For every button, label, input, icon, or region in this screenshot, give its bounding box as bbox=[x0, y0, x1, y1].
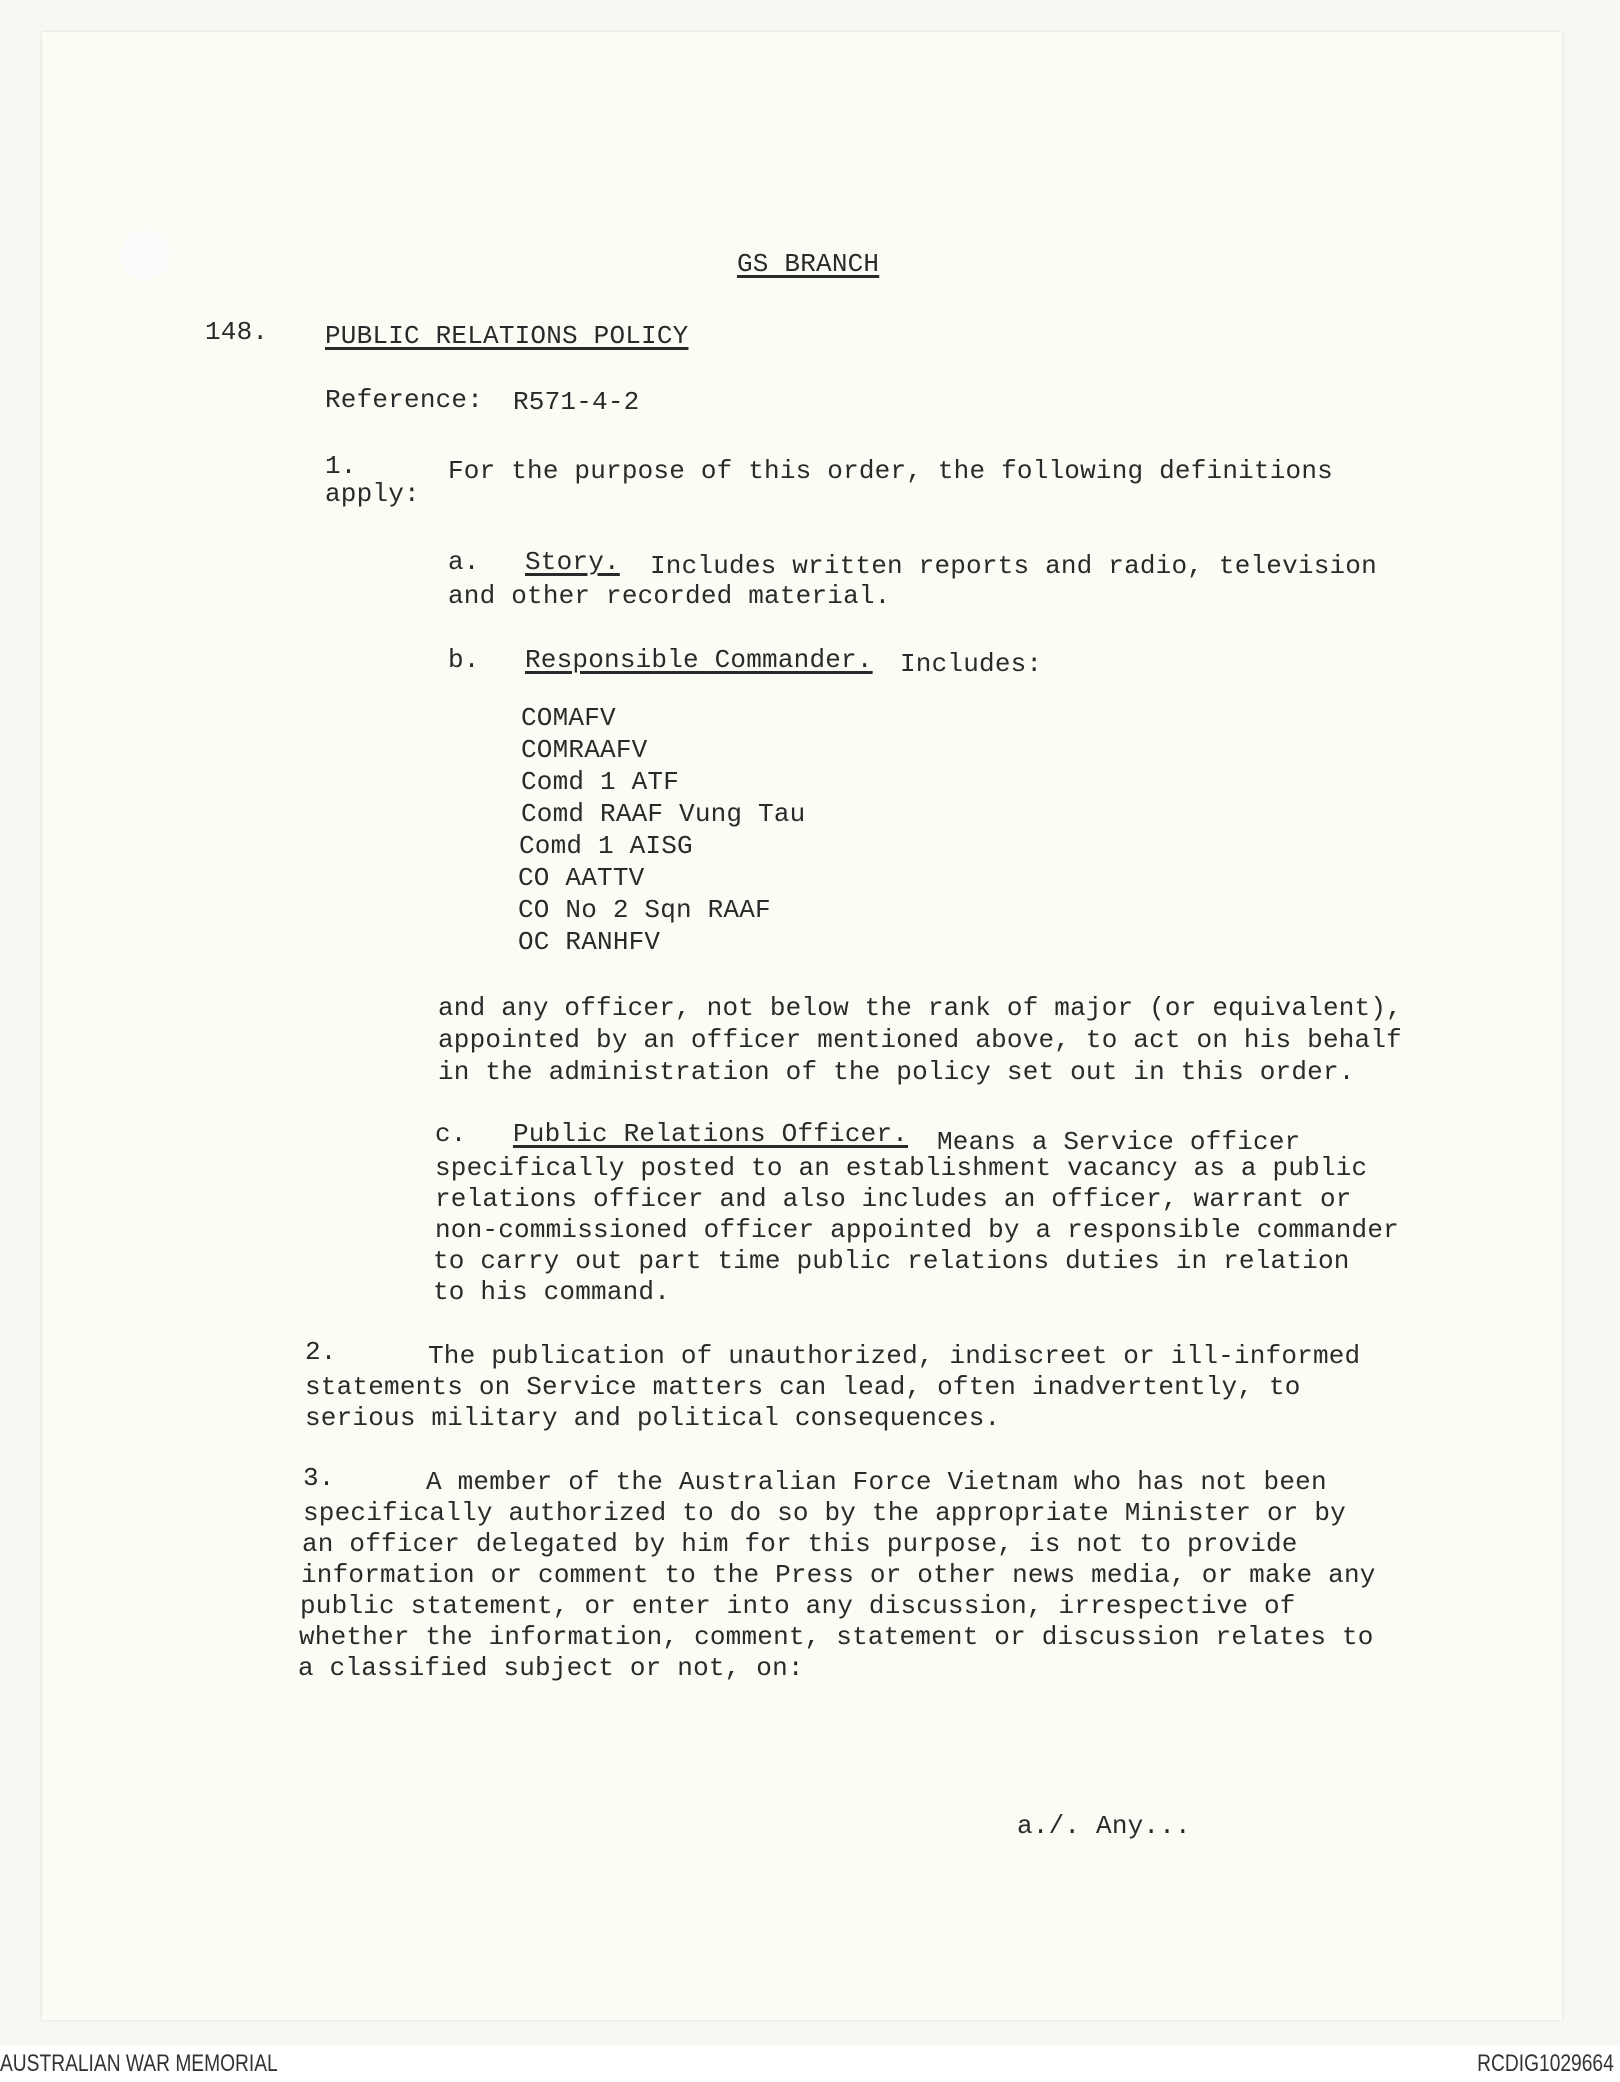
para3-number: 3. bbox=[303, 1463, 335, 1493]
def-c-line: to his command. bbox=[433, 1277, 671, 1307]
document-title: PUBLIC RELATIONS POLICY bbox=[325, 321, 689, 351]
def-c-term: Public Relations Officer. bbox=[513, 1119, 909, 1149]
commander-list-item: CO AATTV bbox=[518, 863, 645, 893]
commander-list-item: COMRAAFV bbox=[521, 735, 648, 765]
para3-line: A member of the Australian Force Vietnam who has not been bbox=[426, 1467, 1327, 1497]
def-b-tail: and any officer, not below the rank of major (or equivalent), bbox=[438, 993, 1402, 1023]
def-c-line: non-commissioned officer appointed by a responsible commander bbox=[435, 1215, 1399, 1245]
para2-number: 2. bbox=[305, 1337, 337, 1367]
def-a-line: and other recorded material. bbox=[448, 581, 891, 611]
def-a-term: Story. bbox=[525, 547, 620, 577]
footer-record-id: RCDIG1029664 bbox=[1477, 2050, 1614, 2077]
commander-list-item: Comd 1 AISG bbox=[519, 831, 693, 861]
def-c-line: to carry out part time public relations duties in relation bbox=[433, 1246, 1350, 1276]
commander-list-item: Comd RAAF Vung Tau bbox=[521, 799, 806, 829]
footer-archive-name: AUSTRALIAN WAR MEMORIAL bbox=[0, 2050, 278, 2077]
def-a-letter: a. bbox=[448, 547, 480, 577]
reference-value: R571-4-2 bbox=[513, 387, 640, 417]
para1-line: apply: bbox=[325, 479, 420, 509]
def-c-line: relations officer and also includes an officer, warrant or bbox=[435, 1184, 1352, 1214]
para3-line: information or comment to the Press or other news media, or make any bbox=[301, 1560, 1376, 1590]
punch-hole bbox=[120, 230, 170, 280]
def-b-term: Responsible Commander. bbox=[525, 645, 873, 675]
para2-line: serious military and political consequences. bbox=[305, 1403, 1001, 1433]
def-c-letter: c. bbox=[435, 1119, 467, 1149]
branch-heading: GS BRANCH bbox=[737, 249, 880, 279]
commander-list-item: Comd 1 ATF bbox=[521, 767, 680, 797]
def-a-line: Includes written reports and radio, television bbox=[650, 551, 1377, 581]
def-b-tail: in the administration of the policy set out in this order. bbox=[438, 1057, 1355, 1087]
para1-number: 1. bbox=[325, 451, 357, 481]
para3-line: public statement, or enter into any discussion, irrespective of bbox=[300, 1591, 1296, 1621]
commander-list-item: COMAFV bbox=[521, 703, 616, 733]
commander-list-item: CO No 2 Sqn RAAF bbox=[518, 895, 771, 925]
para3-line: an officer delegated by him for this purpose, is not to provide bbox=[302, 1529, 1298, 1559]
continuation-mark: a./. Any... bbox=[1017, 1811, 1191, 1841]
para2-line: statements on Service matters can lead, often inadvertently, to bbox=[305, 1372, 1301, 1402]
reference-label: Reference: bbox=[325, 385, 484, 415]
para1-line: For the purpose of this order, the following definitions bbox=[448, 456, 1333, 486]
def-c-line: specifically posted to an establishment vacancy as a public bbox=[435, 1153, 1368, 1183]
commander-list-item: OC RANHFV bbox=[518, 927, 661, 957]
para3-line: a classified subject or not, on: bbox=[298, 1653, 804, 1683]
def-b-intro: Includes: bbox=[900, 649, 1043, 679]
def-b-letter: b. bbox=[448, 645, 480, 675]
para3-line: specifically authorized to do so by the appropriate Minister or by bbox=[303, 1498, 1346, 1528]
order-number: 148. bbox=[205, 317, 269, 347]
para2-line: The publication of unauthorized, indiscreet or ill-informed bbox=[428, 1341, 1361, 1371]
def-b-tail: appointed by an officer mentioned above, to act on his behalf bbox=[438, 1025, 1402, 1055]
para3-line: whether the information, comment, statement or discussion relates to bbox=[299, 1622, 1374, 1652]
def-c-line: Means a Service officer bbox=[937, 1127, 1301, 1157]
